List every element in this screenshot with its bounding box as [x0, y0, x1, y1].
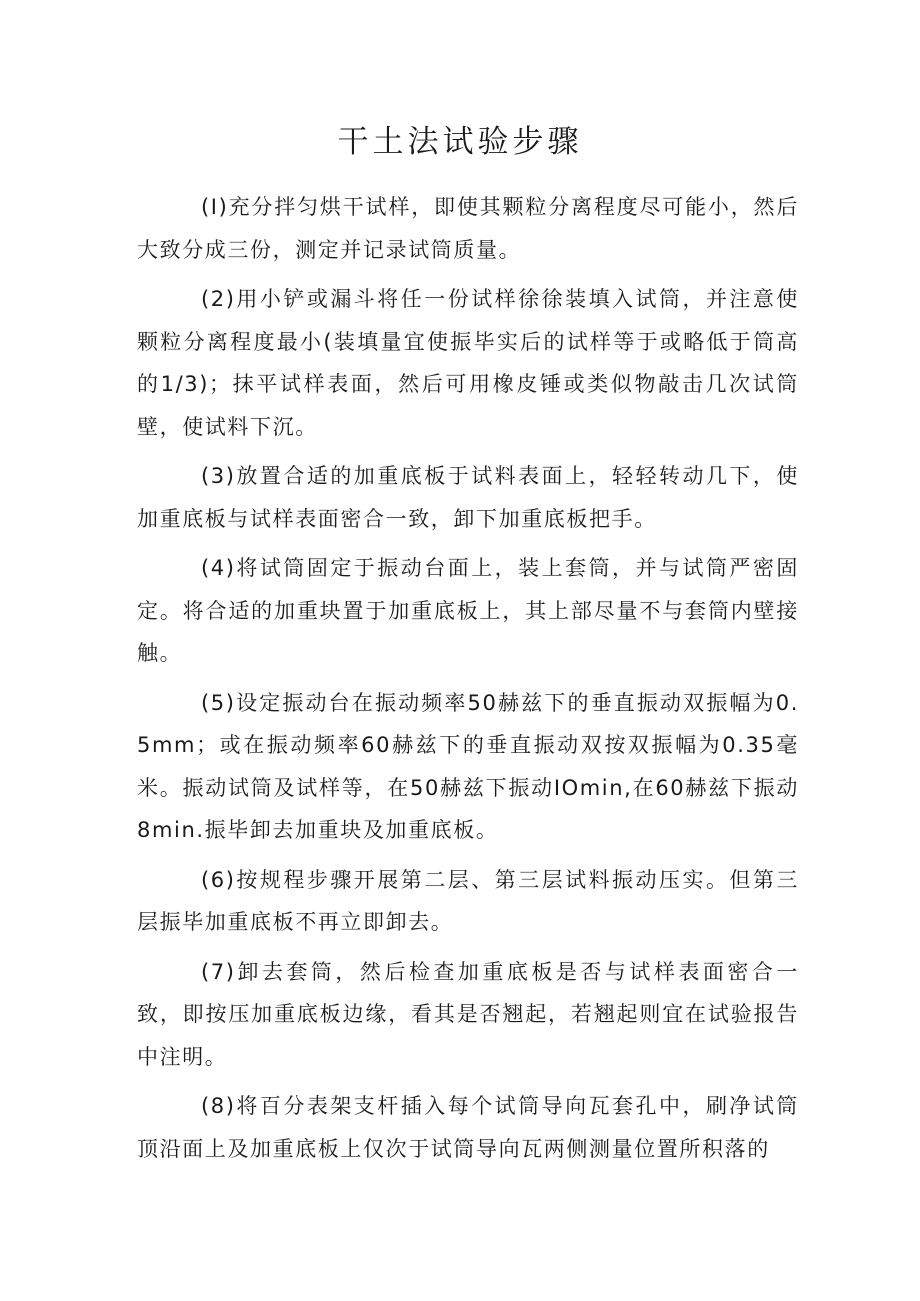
- page-title: 干土法试验步骤: [337, 124, 583, 160]
- paragraph-step-1: (I)充分拌匀烘干试样，即使其颗粒分离程度尽可能小，然后大致分成三份，测定并记录试筒质量。: [137, 195, 799, 262]
- paragraph-step-7: (7)卸去套筒，然后检查加重底板是否与试样表面密合一致，即按压加重底板边缘，看其是否翘起，若翘起则宜在试验报告中注明。: [137, 959, 799, 1069]
- paragraph-step-8: (8)将百分表架支杆插入每个试筒导向瓦套孔中，刷净试筒顶沿面上及加重底板上仅次于试筒导向瓦两侧测量位置所积落的: [137, 1094, 799, 1161]
- paragraph-step-5: (5)设定振动台在振动频率50赫兹下的垂直振动双振幅为0.5mm；或在振动频率60赫兹下的垂直振动双按双振幅为0.35毫米。振动试筒及试样等，在50赫兹下振动IOmin,在60赫兹下振动8min.振毕卸去加重块及加重底板。: [137, 690, 799, 842]
- paragraph-step-3: (3)放置合适的加重底板于试料表面上，轻轻转动几下，使加重底板与试样表面密合一致，卸下加重底板把手。: [137, 464, 799, 531]
- paragraph-step-4: (4)将试筒固定于振动台面上，装上套筒，并与试筒严密固定。将合适的加重块置于加重底板上，其上部尽量不与套筒内壁接触。: [137, 556, 799, 665]
- document-body: [137, 186, 799, 1177]
- paragraph-step-2: (2)用小铲或漏斗将任一份试样徐徐装填入试筒，并注意使颗粒分离程度最小(装填量宜使振毕实后的试样等于或略低于筒高的1/3)；抹平试样表面，然后可用橡皮锤或类似物敲击几次试筒壁，使试料下沉。: [137, 287, 799, 439]
- paragraph-step-6: (6)按规程步骤开展第二层、第三层试料振动压实。但第三层振毕加重底板不再立即卸去。: [137, 867, 799, 934]
